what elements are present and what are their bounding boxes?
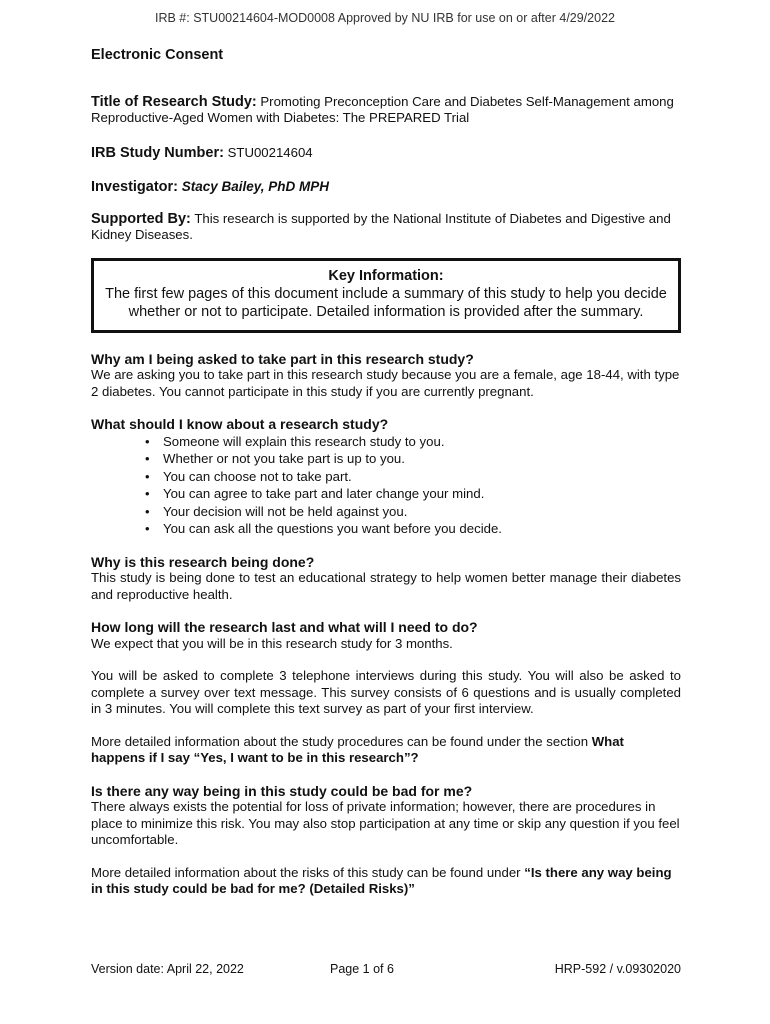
form-number: HRP-592 / v.09302020	[554, 962, 681, 976]
risks-ref-text: More detailed information about the risks of this study can be found under	[91, 864, 525, 880]
irb-approval-header: IRB #: STU00214604-MOD0008 Approved by NU IRB for use on or after 4/29/2022	[155, 11, 615, 25]
section-heading-why-done: Why is this research being done?	[91, 553, 315, 570]
section-text-risks-ref	[91, 865, 681, 898]
supported-by-label: Supported By:	[91, 210, 191, 227]
list-item: • You can ask all the questions you want before you decide.	[163, 520, 681, 538]
section-heading-why-asked: Why am I being asked to take part in this research study?	[91, 350, 474, 367]
supported-by-field	[91, 211, 681, 244]
key-information-box	[91, 258, 681, 333]
study-title-field	[91, 94, 681, 127]
risks-ref-section: “Is there any way being in this study could be bad for me? (Detailed Risks)”	[91, 864, 672, 896]
section-text-duration: We expect that you will be in this research study for 3 months.	[91, 635, 453, 651]
investigator-label: Investigator:	[91, 179, 179, 195]
list-item: • Someone will explain this research study to you.	[163, 433, 681, 451]
section-text-procedures-ref	[91, 734, 681, 767]
section-heading-what-know: What should I know about a research study?	[91, 416, 389, 432]
section-heading-how-long: How long will the research last and what will I need to do?	[91, 619, 478, 635]
key-information-title: Key Information:	[328, 267, 444, 284]
irb-number-field	[91, 145, 681, 162]
research-facts-list	[91, 433, 681, 538]
section-text-why-done: This study is being done to test an educational strategy to help women better manage their diabetes and reproductive health.	[91, 570, 681, 602]
irb-number-label: IRB Study Number:	[91, 144, 224, 161]
list-item: • You can agree to take part and later change your mind.	[163, 485, 681, 503]
section-heading-risks: Is there any way being in this study could be bad for me?	[91, 782, 473, 799]
section-text-why-asked: We are asking you to take part in this research study because you are a female, age 18-44, with type 2 diabetes. You cannot participate in this study if you are currently pregnant.	[91, 367, 680, 399]
investigator-field	[91, 179, 681, 196]
key-information-text: The first few pages of this document include a summary of this study to help you decide whether or not to participate. Detailed information is provided after the summary.	[105, 285, 667, 320]
version-date: Version date: April 22, 2022	[91, 962, 244, 976]
procedures-ref-section: What happens if I say “Yes, I want to be in this research”?	[91, 733, 624, 765]
supported-by-value: This research is supported by the National Institute of Diabetes and Digestive and Kidney Diseases.	[91, 210, 671, 242]
procedures-ref-text: More detailed information about the study procedures can be found under the section	[91, 733, 592, 749]
section-text-procedures: You will be asked to complete 3 telephone interviews during this study. You will also be asked to complete a survey over text message. This survey consists of 6 questions and is usually completed in 3 minutes. You will complete this text survey as part of your first interview.	[91, 668, 681, 716]
list-item: • You can choose not to take part.	[163, 468, 681, 486]
list-item: • Your decision will not be held against you.	[163, 503, 681, 521]
investigator-value: Stacy Bailey, PhD MPH	[181, 179, 329, 194]
study-title-label: Title of Research Study:	[91, 93, 257, 110]
irb-number-value: STU00214604	[227, 144, 313, 160]
section-text-risks: There always exists the potential for loss of private information; however, there are procedures in place to minimize this risk. You may also stop participation at any time or skip any question if you feel uncomfortable.	[91, 799, 680, 847]
study-title-value: Promoting Preconception Care and Diabetes Self-Management among Reproductive-Aged Women with Diabetes: The PREPARED Trial	[91, 93, 674, 125]
page-number: Page 1 of 6	[330, 962, 394, 976]
page-title: Electronic Consent	[91, 47, 224, 63]
list-item: • Whether or not you take part is up to you.	[163, 450, 681, 468]
consent-body	[91, 47, 681, 898]
